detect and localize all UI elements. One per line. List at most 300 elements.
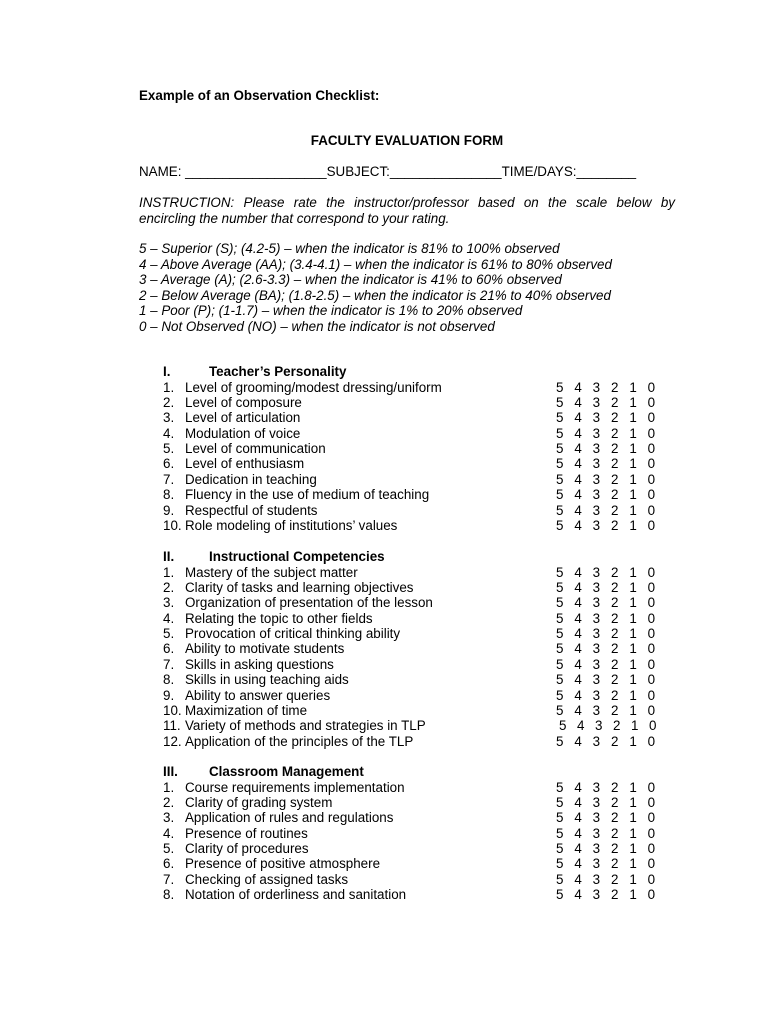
rating-option[interactable]: 5 [556,518,564,534]
scale-item: 0 – Not Observed (NO) – when the indicator is not observed [139,318,495,334]
item-number: 8. [163,487,175,503]
item-text: Modulation of voice [185,425,301,441]
rating-option[interactable]: 2 [610,564,619,580]
checklist-row [163,595,673,610]
rating-option[interactable]: 3 [592,579,601,595]
rating-option[interactable]: 3 [592,779,601,795]
checklist-row [163,734,673,749]
rating-options [556,487,666,502]
rating-option[interactable]: 0 [647,887,656,903]
rating-option[interactable]: 4 [574,887,582,903]
rating-option[interactable]: 0 [647,779,656,795]
rating-option[interactable]: 2 [610,779,619,795]
rating-option[interactable]: 2 [610,656,619,672]
item-number: 8. [163,672,175,688]
rating-option[interactable]: 3 [592,825,601,841]
checklist-row [163,441,673,456]
rating-option[interactable]: 5 [556,379,564,395]
rating-option[interactable]: 3 [592,841,601,857]
rating-option[interactable]: 3 [592,641,601,657]
rating-option[interactable]: 2 [610,641,619,657]
rating-option[interactable]: 1 [629,441,637,457]
rating-option[interactable]: 0 [647,410,656,426]
rating-option[interactable]: 3 [592,810,601,826]
item-text: Relating the topic to other fields [185,610,373,626]
checklist-row [163,780,673,795]
rating-option[interactable]: 4 [574,779,582,795]
checklist-row [163,580,673,595]
item-text: Variety of methods and strategies in TLP [185,718,426,734]
rating-option[interactable]: 3 [592,425,601,441]
rating-option[interactable]: 2 [610,672,619,688]
rating-option[interactable]: 4 [574,502,582,518]
item-number: 7. [163,871,175,887]
item-text: Presence of positive atmosphere [185,856,381,872]
rating-option[interactable]: 4 [574,825,582,841]
scale-item: 4 – Above Average (AA); (3.4-4.1) – when the indicator is 61% to 80% observed [139,256,612,272]
rating-option[interactable]: 3 [592,518,601,534]
rating-options [556,380,666,395]
section-heading [163,764,673,780]
rating-option[interactable]: 3 [592,502,601,518]
rating-option[interactable]: 0 [649,718,657,734]
rating-option[interactable]: 1 [629,579,637,595]
item-text: Clarity of grading system [185,794,333,810]
rating-option[interactable]: 2 [610,441,619,457]
section-instructional-competencies [163,549,673,749]
rating-option[interactable]: 0 [647,564,656,580]
checklist-row [163,456,673,471]
item-text: Course requirements implementation [185,779,405,795]
rating-option[interactable]: 1 [629,825,637,841]
rating-option[interactable]: 1 [629,656,637,672]
rating-option[interactable]: 0 [647,641,656,657]
rating-option[interactable]: 4 [574,656,582,672]
rating-option[interactable]: 1 [629,471,637,487]
item-text: Respectful of students [185,502,318,518]
section-heading [163,549,673,565]
item-text: Level of grooming/modest dressing/uniform [185,379,442,395]
rating-option[interactable]: 2 [610,487,619,503]
rating-option[interactable]: 3 [592,487,601,503]
item-text: Maximization of time [185,703,308,719]
rating-option[interactable]: 2 [610,703,619,719]
rating-option[interactable]: 5 [556,656,564,672]
rating-options [556,518,666,533]
item-number: 3. [163,595,175,611]
rating-option[interactable]: 4 [577,718,585,734]
rating-option[interactable]: 1 [629,703,637,719]
item-text: Ability to motivate students [185,641,345,657]
section-title: Instructional Competencies [209,549,385,564]
section-roman-numeral: III. [163,764,178,779]
rating-option[interactable]: 2 [610,471,619,487]
rating-option[interactable]: 5 [556,626,564,642]
rating-option[interactable]: 4 [574,841,582,857]
checklist-row [163,611,673,626]
rating-option[interactable]: 1 [629,687,637,703]
checklist-row [163,380,673,395]
section-classroom-management [163,764,673,903]
checklist-row [163,518,673,533]
rating-option[interactable]: 5 [556,641,564,657]
rating-options [556,780,666,795]
rating-options [556,672,666,687]
checklist-row [163,795,673,810]
rating-option[interactable]: 5 [556,871,564,887]
rating-option[interactable]: 3 [592,471,601,487]
rating-option[interactable]: 5 [556,487,564,503]
rating-option[interactable]: 4 [574,794,582,810]
rating-option[interactable]: 2 [610,518,619,534]
rating-option[interactable]: 4 [574,687,582,703]
rating-option[interactable]: 4 [574,856,582,872]
rating-options [556,611,666,626]
item-number: 6. [163,856,175,872]
rating-option[interactable]: 4 [574,610,582,626]
rating-options [556,456,666,471]
rating-options [556,810,666,825]
rating-options [556,441,666,456]
rating-option[interactable]: 0 [647,810,656,826]
rating-option[interactable]: 5 [556,471,564,487]
checklist-row [163,688,673,703]
rating-option[interactable]: 0 [647,656,656,672]
rating-option[interactable]: 5 [556,564,564,580]
rating-option[interactable]: 1 [629,779,637,795]
rating-option[interactable]: 4 [574,564,582,580]
rating-option[interactable]: 3 [592,871,601,887]
rating-option[interactable]: 4 [574,410,582,426]
rating-option[interactable]: 3 [592,379,601,395]
rating-option[interactable]: 2 [610,810,619,826]
rating-option[interactable]: 1 [629,595,637,611]
example-title: Example of an Observation Checklist: [139,88,380,103]
rating-option[interactable]: 3 [592,856,601,872]
rating-option[interactable]: 1 [629,394,637,410]
name-subject-time-line: NAME: ___________________SUBJECT:_______________TIME/DAYS:________ [139,164,637,179]
rating-option[interactable]: 0 [647,579,656,595]
rating-option[interactable]: 3 [595,718,603,734]
rating-option[interactable]: 4 [574,471,582,487]
rating-option[interactable]: 4 [574,456,582,472]
section-teachers-personality [163,364,673,533]
rating-option[interactable]: 5 [556,779,564,795]
rating-option[interactable]: 2 [610,410,619,426]
rating-option[interactable]: 5 [556,672,564,688]
rating-option[interactable]: 5 [556,825,564,841]
item-number: 11. [163,718,181,734]
rating-option[interactable]: 5 [556,502,564,518]
rating-option[interactable]: 1 [629,564,637,580]
section-roman-numeral: II. [163,549,175,564]
rating-option[interactable]: 0 [647,610,656,626]
rating-option[interactable]: 5 [556,810,564,826]
rating-option[interactable]: 2 [610,394,619,410]
rating-options [556,688,666,703]
rating-option[interactable]: 1 [629,456,637,472]
rating-option[interactable]: 2 [610,456,619,472]
rating-option[interactable]: 1 [629,733,637,749]
rating-option[interactable]: 1 [629,487,637,503]
rating-option[interactable]: 0 [647,703,656,719]
rating-option[interactable]: 5 [556,856,564,872]
rating-option[interactable]: 4 [574,595,582,611]
rating-option[interactable]: 3 [592,672,601,688]
rating-option[interactable]: 1 [629,841,637,857]
rating-option[interactable]: 1 [629,610,637,626]
item-text: Skills in using teaching aids [185,672,349,688]
rating-option[interactable]: 0 [647,687,656,703]
rating-option[interactable]: 1 [629,856,637,872]
checklist-row [163,703,673,718]
rating-options [556,472,666,487]
item-number: 1. [163,379,175,395]
item-text: Application of rules and regulations [185,810,394,826]
rating-option[interactable]: 3 [592,394,601,410]
item-text: Skills in asking questions [185,656,334,672]
item-number: 7. [163,471,175,487]
rating-option[interactable]: 5 [556,441,564,457]
rating-option[interactable]: 2 [610,626,619,642]
rating-option[interactable]: 2 [610,825,619,841]
rating-scale-legend [139,241,612,334]
checklist-row [163,503,673,518]
rating-options [556,734,666,749]
rating-option[interactable]: 4 [574,641,582,657]
rating-option[interactable]: 5 [556,410,564,426]
rating-option[interactable]: 3 [592,733,601,749]
item-number: 4. [163,425,175,441]
rating-option[interactable]: 5 [556,687,564,703]
rating-option[interactable]: 4 [574,810,582,826]
item-text: Level of enthusiasm [185,456,305,472]
item-number: 4. [163,610,175,626]
checklist-row [163,672,673,687]
rating-options [556,841,666,856]
rating-option[interactable]: 1 [631,718,639,734]
rating-option[interactable]: 5 [556,887,564,903]
rating-option[interactable]: 1 [629,794,637,810]
checklist-row [163,657,673,672]
checklist-row [163,565,673,580]
item-number: 1. [163,564,175,580]
rating-option[interactable]: 0 [647,394,656,410]
checklist-row [163,472,673,487]
rating-option[interactable]: 3 [592,441,601,457]
rating-option[interactable]: 3 [592,656,601,672]
rating-option[interactable]: 0 [647,518,656,534]
rating-option[interactable]: 1 [629,425,637,441]
rating-option[interactable]: 0 [647,871,656,887]
scale-item: 2 – Below Average (BA); (1.8-2.5) – when the indicator is 21% to 40% observed [139,287,611,303]
item-number: 7. [163,656,175,672]
checklist-row [163,856,673,871]
rating-option[interactable]: 4 [574,626,582,642]
rating-option[interactable]: 0 [647,794,656,810]
rating-option[interactable]: 4 [574,871,582,887]
rating-option[interactable]: 4 [574,518,582,534]
rating-option[interactable]: 3 [592,564,601,580]
item-text: Mastery of the subject matter [185,564,358,580]
rating-option[interactable]: 5 [556,595,564,611]
rating-option[interactable]: 1 [629,518,637,534]
rating-option[interactable]: 5 [556,703,564,719]
item-number: 9. [163,502,175,518]
item-text: Presence of routines [185,825,308,841]
rating-option[interactable]: 2 [610,887,619,903]
item-number: 5. [163,626,175,642]
rating-option[interactable]: 1 [629,410,637,426]
item-text: Fluency in the use of medium of teaching [185,487,430,503]
item-number: 4. [163,825,175,841]
rating-option[interactable]: 3 [592,794,601,810]
rating-option[interactable]: 1 [629,887,637,903]
rating-option[interactable]: 5 [559,718,567,734]
rating-option[interactable]: 0 [647,856,656,872]
rating-option[interactable]: 2 [610,794,619,810]
rating-options [556,703,666,718]
rating-option[interactable]: 4 [574,579,582,595]
rating-option[interactable]: 4 [574,441,582,457]
rating-option[interactable]: 4 [574,733,582,749]
rating-option[interactable]: 3 [592,703,601,719]
rating-option[interactable]: 4 [574,703,582,719]
item-number: 5. [163,441,175,457]
rating-option[interactable]: 3 [592,610,601,626]
rating-option[interactable]: 5 [556,841,564,857]
checklist-row [163,626,673,641]
rating-option[interactable]: 2 [610,379,619,395]
item-text: Level of composure [185,394,302,410]
rating-option[interactable]: 1 [629,810,637,826]
item-number: 2. [163,794,175,810]
rating-option[interactable]: 4 [574,487,582,503]
rating-option[interactable]: 1 [629,626,637,642]
item-text: Clarity of tasks and learning objectives [185,579,414,595]
scale-item: 1 – Poor (P); (1-1.7) – when the indicator is 1% to 20% observed [139,303,523,318]
rating-option[interactable]: 2 [610,610,619,626]
rating-option[interactable]: 2 [610,733,619,749]
rating-option[interactable]: 2 [610,841,619,857]
rating-option[interactable]: 2 [610,425,619,441]
rating-option[interactable]: 0 [647,441,656,457]
item-number: 6. [163,641,175,657]
rating-option[interactable]: 5 [556,733,564,749]
item-text: Role modeling of institutions’ values [185,518,398,534]
rating-options [559,718,669,733]
scale-item: 3 – Average (A); (2.6-3.3) – when the indicator is 41% to 60% observed [139,272,562,287]
checklist-row [163,410,673,425]
rating-option[interactable]: 5 [556,794,564,810]
rating-option[interactable]: 5 [556,425,564,441]
rating-option[interactable]: 3 [592,456,601,472]
rating-option[interactable]: 4 [574,672,582,688]
rating-option[interactable]: 0 [647,379,656,395]
rating-options [556,856,666,871]
item-number: 10. [163,518,182,534]
rating-option[interactable]: 2 [610,687,619,703]
item-text: Provocation of critical thinking ability [185,626,401,642]
checklist-row [163,718,673,733]
rating-option[interactable]: 5 [556,579,564,595]
rating-option[interactable]: 3 [592,687,601,703]
rating-option[interactable]: 1 [629,672,637,688]
rating-option[interactable]: 0 [647,733,656,749]
checklist-row [163,841,673,856]
item-number: 1. [163,779,175,795]
instruction-text: INSTRUCTION: Please rate the instructor/professor based on the scale below by encircling the number that correspond to your rating. [139,195,675,226]
item-text: Organization of presentation of the lesson [185,595,433,611]
rating-option[interactable]: 0 [647,626,656,642]
rating-option[interactable]: 4 [574,425,582,441]
rating-option[interactable]: 0 [647,471,656,487]
section-title: Classroom Management [209,764,364,779]
checklist-row [163,872,673,887]
rating-option[interactable]: 2 [610,856,619,872]
rating-option[interactable]: 0 [647,487,656,503]
rating-option[interactable]: 2 [610,502,619,518]
rating-option[interactable]: 3 [592,887,601,903]
rating-option[interactable]: 0 [647,841,656,857]
rating-options [556,580,666,595]
rating-option[interactable]: 0 [647,456,656,472]
rating-option[interactable]: 2 [613,718,621,734]
rating-option[interactable]: 3 [592,595,601,611]
rating-options [556,565,666,580]
checklist-row [163,487,673,502]
rating-option[interactable]: 0 [647,425,656,441]
rating-option[interactable]: 2 [610,595,619,611]
rating-option[interactable]: 3 [592,410,601,426]
item-number: 2. [163,394,175,410]
rating-option[interactable]: 0 [647,672,656,688]
rating-option[interactable]: 4 [574,394,582,410]
rating-option[interactable]: 4 [574,379,582,395]
item-number: 9. [163,687,175,703]
item-text: Level of communication [185,441,326,457]
checklist-row [163,426,673,441]
rating-option[interactable]: 1 [629,502,637,518]
rating-option[interactable]: 5 [556,394,564,410]
item-text: Notation of orderliness and sanitation [185,887,407,903]
item-number: 10. [163,703,182,719]
form-title: FACULTY EVALUATION FORM [310,133,504,148]
section-roman-numeral: I. [163,364,171,379]
rating-options [556,641,666,656]
rating-option[interactable]: 5 [556,456,564,472]
rating-option[interactable]: 2 [610,871,619,887]
rating-option[interactable]: 5 [556,610,564,626]
section-title: Teacher’s Personality [209,364,347,379]
rating-options [556,595,666,610]
item-number: 3. [163,810,175,826]
rating-option[interactable]: 0 [647,825,656,841]
item-number: 8. [163,887,175,903]
rating-option[interactable]: 0 [647,502,656,518]
rating-option[interactable]: 1 [629,871,637,887]
rating-option[interactable]: 1 [629,641,637,657]
item-text: Clarity of procedures [185,841,309,857]
rating-option[interactable]: 3 [592,626,601,642]
rating-options [556,410,666,425]
rating-option[interactable]: 0 [647,595,656,611]
rating-option[interactable]: 2 [610,579,619,595]
rating-option[interactable]: 1 [629,379,637,395]
rating-options [556,395,666,410]
section-heading [163,364,673,380]
item-text: Application of the principles of the TLP [185,733,414,749]
